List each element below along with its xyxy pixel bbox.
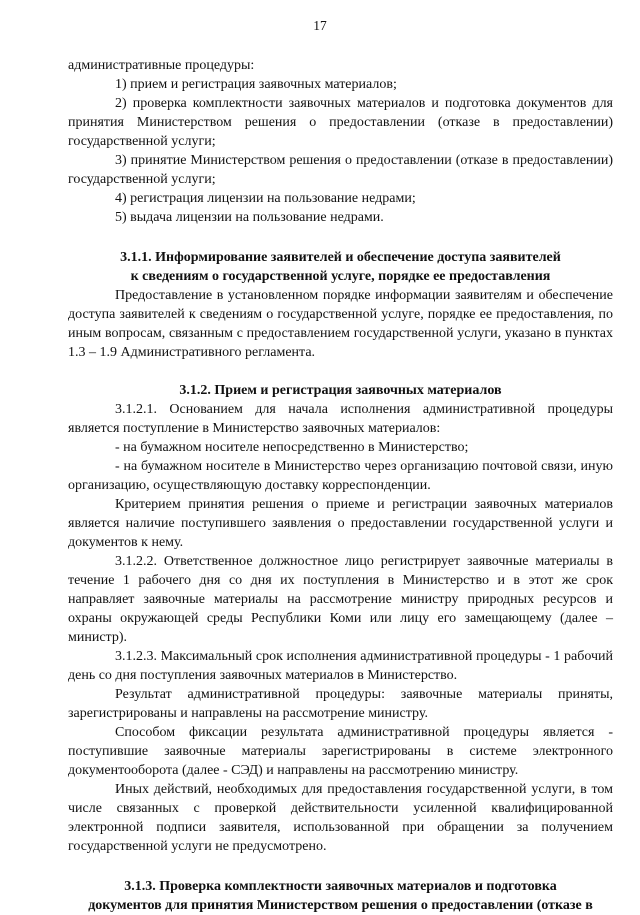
section-3-1-1-heading-line-1: 3.1.1. Информирование заявителей и обеспечение доступа заявителей <box>120 250 561 265</box>
section-3-1-2-paragraph: 3.1.2.1. Основанием для начала исполнения административной процедуры является поступление в Министерство заявочных материалов: <box>68 402 613 436</box>
procedure-item-2: 2) проверка комплектности заявочных материалов и подготовка документов для принятия Министерством решения о предоставлении (отказе в предоставлении) государственной услуги; <box>68 96 613 149</box>
section-3-1-1-heading-line-2: к сведениям о государственной услуге, порядке ее предоставления <box>130 269 551 284</box>
procedure-item-5: 5) выдача лицензии на пользование недрами. <box>115 210 384 225</box>
section-3-1-2-paragraph: - на бумажном носителе непосредственно в Министерство; <box>115 440 469 455</box>
procedure-item-3: 3) принятие Министерством решения о предоставлении (отказе в предоставлении) государственной услуги; <box>68 153 613 187</box>
section-3-1-1-paragraph: Предоставление в установленном порядке информации заявителям и обеспечение доступа заявителей к сведениям о государственной услуге, порядке ее предоставления, по иным вопросам, связанным с предоставлением государственной услуги, указано в пунктах 1.3 – 1.9 Административного регламента. <box>68 288 613 360</box>
section-3-1-2-paragraph: Иных действий, необходимых для предоставления государственной услуги, в том числе связанных с проверкой действительности усиленной квалифицированной электронной подписи заявителя, использованной при обращении за получением государственной услуги не предусмотрено. <box>68 782 613 854</box>
procedure-item-1: 1) прием и регистрация заявочных материалов; <box>115 77 397 92</box>
section-3-1-3-heading-line-1: 3.1.3. Проверка комплектности заявочных материалов и подготовка <box>124 879 557 894</box>
section-3-1-2-heading: 3.1.2. Прием и регистрация заявочных материалов <box>179 383 502 398</box>
section-3-1-2-paragraph: 3.1.2.3. Максимальный срок исполнения административной процедуры - 1 рабочий день со дня поступления заявочных материалов в Министерство. <box>68 649 613 683</box>
section-3-1-2-paragraph: Критерием принятия решения о приеме и регистрации заявочных материалов является наличие поступившего заявления о предоставлении государственной услуги и документов к нему. <box>68 497 613 550</box>
section-3-1-2-paragraph: - на бумажном носителе в Министерство через организацию почтовой связи, иную организацию, осуществляющую доставку корреспонденции. <box>68 459 613 493</box>
section-3-1-3-heading-line-2: документов для принятия Министерством решения о предоставлении (отказе в <box>88 898 593 913</box>
page-number: 17 <box>313 18 327 33</box>
procedure-item-4: 4) регистрация лицензии на пользование недрами; <box>115 191 416 206</box>
section-3-1-2-paragraph: Способом фиксации результата административной процедуры является - поступившие заявочные материалы зарегистрированы в системе электронного документооборота (далее - СЭД) и направлены на рассмотрению министру. <box>68 725 613 778</box>
document-body <box>68 56 613 915</box>
section-3-1-2-paragraph: 3.1.2.2. Ответственное должностное лицо регистрирует заявочные материалы в течение 1 рабочего дня со дня их поступления в Министерство и в этот же срок направляет заявочные материалы на рассмотрение министру природных ресурсов и охраны окружающей среды Республики Коми или лицу его замещающему (далее – министр). <box>68 554 613 645</box>
intro-fragment: административные процедуры: <box>68 58 255 73</box>
section-3-1-2-paragraph: Результат административной процедуры: заявочные материалы приняты, зарегистрированы и направлены на рассмотрение министру. <box>68 687 613 721</box>
